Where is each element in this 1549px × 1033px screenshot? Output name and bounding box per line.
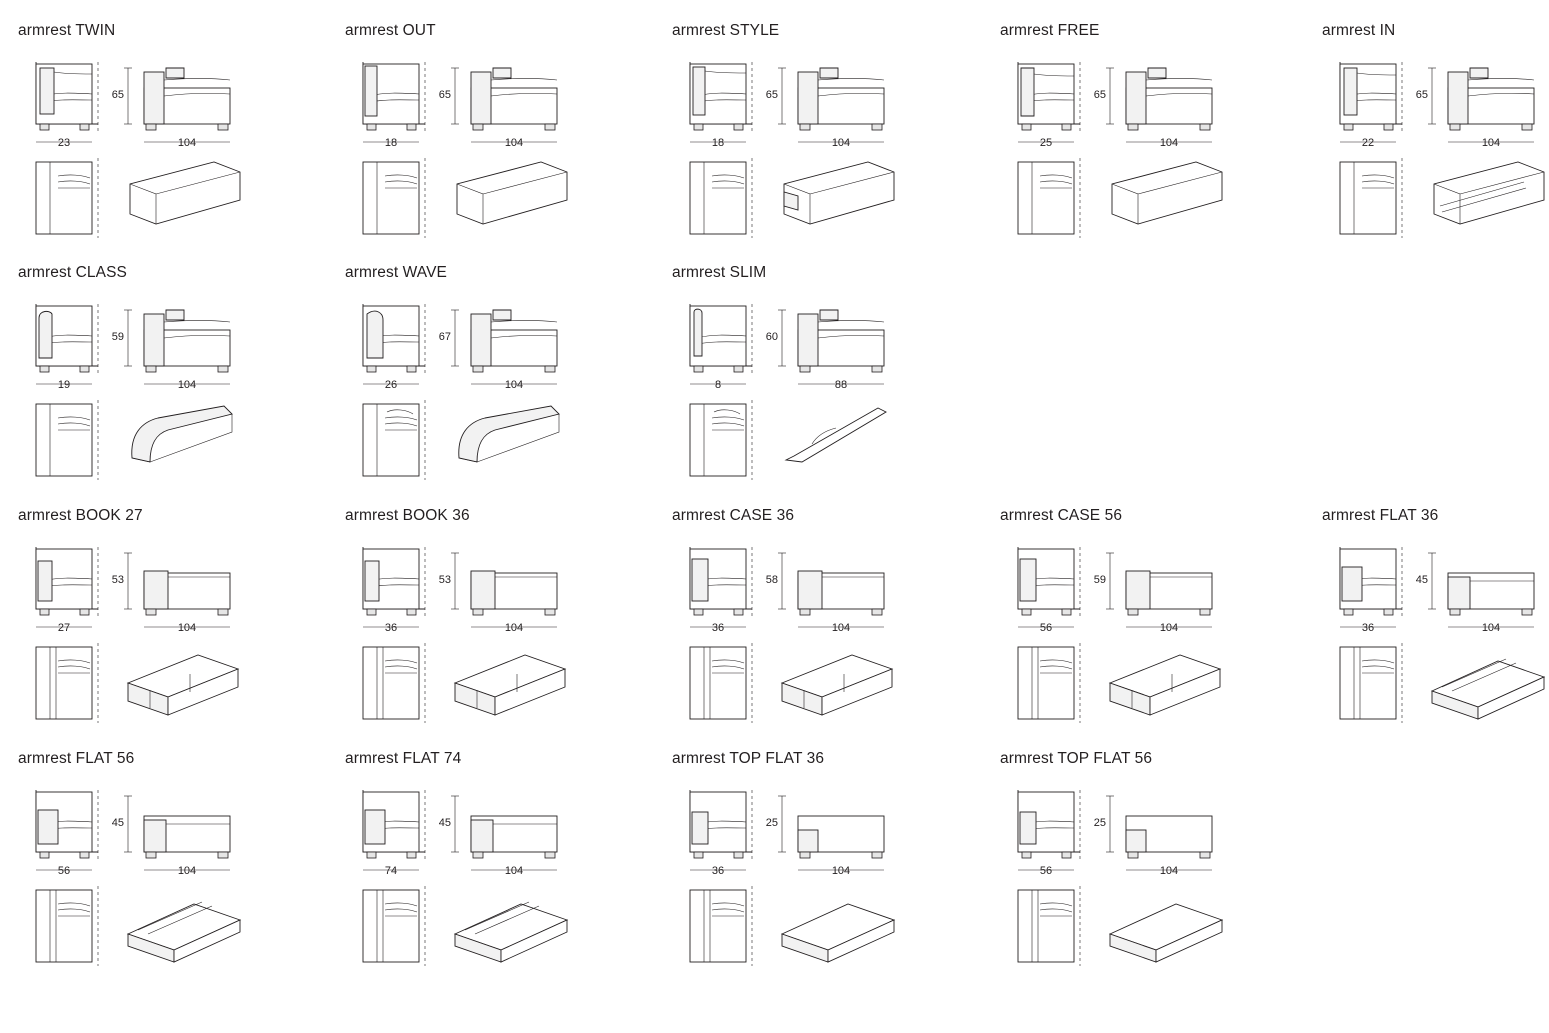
svg-text:104: 104 (1159, 622, 1179, 634)
armrest-drawing (672, 292, 1002, 492)
armrest-drawing (345, 778, 675, 978)
svg-text:59: 59 (111, 331, 124, 343)
armrest-title: armrest TWIN (18, 22, 116, 39)
armrest-title: armrest TOP FLAT 36 (672, 750, 825, 767)
armrest-title: armrest WAVE (345, 264, 447, 281)
svg-text:74: 74 (384, 865, 398, 877)
svg-text:65: 65 (1415, 89, 1428, 101)
svg-text:104: 104 (177, 622, 197, 634)
armrest-drawing (1322, 50, 1549, 250)
armrest-drawing (18, 50, 348, 250)
armrest-drawing (672, 535, 1002, 735)
svg-text:104: 104 (1159, 137, 1179, 149)
svg-text:56: 56 (57, 865, 71, 877)
svg-text:104: 104 (504, 137, 524, 149)
armrest-card (1000, 750, 1330, 978)
armrest-title: armrest CASE 36 (672, 507, 795, 524)
armrest-drawing (18, 292, 348, 492)
armrest-title: armrest FLAT 56 (18, 750, 135, 767)
armrest-drawing (345, 535, 675, 735)
svg-text:45: 45 (1415, 574, 1428, 586)
svg-text:104: 104 (1481, 622, 1501, 634)
svg-text:60: 60 (765, 331, 778, 343)
armrest-drawing (345, 50, 675, 250)
svg-text:36: 36 (711, 865, 725, 877)
svg-text:104: 104 (831, 622, 851, 634)
svg-text:36: 36 (711, 622, 725, 634)
svg-text:104: 104 (177, 137, 197, 149)
svg-text:8: 8 (714, 379, 722, 391)
armrest-title: armrest BOOK 27 (18, 507, 143, 524)
armrest-card (345, 750, 675, 978)
armrest-title: armrest TOP FLAT 56 (1000, 750, 1153, 767)
svg-text:88: 88 (834, 379, 848, 391)
svg-text:26: 26 (384, 379, 398, 391)
svg-text:36: 36 (1361, 622, 1375, 634)
armrest-title: armrest FREE (1000, 22, 1100, 39)
svg-text:67: 67 (438, 331, 451, 343)
svg-text:104: 104 (177, 379, 197, 391)
svg-text:65: 65 (765, 89, 778, 101)
armrest-drawing (345, 292, 675, 492)
armrest-drawing (1322, 535, 1549, 735)
armrest-title: armrest BOOK 36 (345, 507, 470, 524)
armrest-card (18, 750, 348, 978)
svg-text:56: 56 (1039, 622, 1053, 634)
armrest-card (345, 507, 675, 735)
svg-text:18: 18 (711, 137, 725, 149)
svg-text:104: 104 (831, 137, 851, 149)
svg-text:36: 36 (384, 622, 398, 634)
svg-text:104: 104 (831, 865, 851, 877)
svg-text:19: 19 (57, 379, 71, 391)
armrest-drawing (1000, 778, 1330, 978)
armrest-title: armrest FLAT 36 (1322, 507, 1439, 524)
armrest-drawing (1000, 535, 1330, 735)
svg-text:104: 104 (1481, 137, 1501, 149)
svg-text:25: 25 (765, 817, 778, 829)
svg-text:18: 18 (384, 137, 398, 149)
svg-text:45: 45 (438, 817, 451, 829)
armrest-card (18, 22, 348, 250)
svg-text:104: 104 (1159, 865, 1179, 877)
armrest-card (1322, 507, 1549, 735)
armrest-card (672, 264, 1002, 492)
armrest-card (672, 750, 1002, 978)
armrest-title: armrest IN (1322, 22, 1396, 39)
armrest-card (18, 264, 348, 492)
armrest-card (672, 22, 1002, 250)
armrest-card (18, 507, 348, 735)
armrest-card (345, 22, 675, 250)
armrest-card (345, 264, 675, 492)
armrest-card (1000, 507, 1330, 735)
svg-text:56: 56 (1039, 865, 1053, 877)
svg-text:53: 53 (111, 574, 124, 586)
svg-text:23: 23 (57, 137, 71, 149)
armrest-drawing (672, 778, 1002, 978)
armrest-card (672, 507, 1002, 735)
armrest-title: armrest FLAT 74 (345, 750, 462, 767)
armrest-drawing (18, 778, 348, 978)
svg-text:65: 65 (438, 89, 451, 101)
svg-text:104: 104 (504, 865, 524, 877)
armrest-drawing (1000, 50, 1330, 250)
svg-text:25: 25 (1093, 817, 1106, 829)
armrest-card (1322, 22, 1549, 250)
svg-text:27: 27 (57, 622, 71, 634)
armrest-title: armrest OUT (345, 22, 436, 39)
armrest-title: armrest CASE 56 (1000, 507, 1123, 524)
svg-text:22: 22 (1361, 137, 1375, 149)
armrest-title: armrest SLIM (672, 264, 767, 281)
svg-text:25: 25 (1039, 137, 1053, 149)
armrest-drawing (672, 50, 1002, 250)
armrest-title: armrest CLASS (18, 264, 127, 281)
svg-text:53: 53 (438, 574, 451, 586)
armrest-card (1000, 22, 1330, 250)
svg-text:65: 65 (1093, 89, 1106, 101)
svg-text:45: 45 (111, 817, 124, 829)
svg-text:65: 65 (111, 89, 124, 101)
svg-text:104: 104 (177, 865, 197, 877)
svg-text:58: 58 (765, 574, 778, 586)
svg-text:59: 59 (1093, 574, 1106, 586)
armrest-drawing (18, 535, 348, 735)
svg-text:104: 104 (504, 622, 524, 634)
armrest-title: armrest STYLE (672, 22, 780, 39)
svg-text:104: 104 (504, 379, 524, 391)
